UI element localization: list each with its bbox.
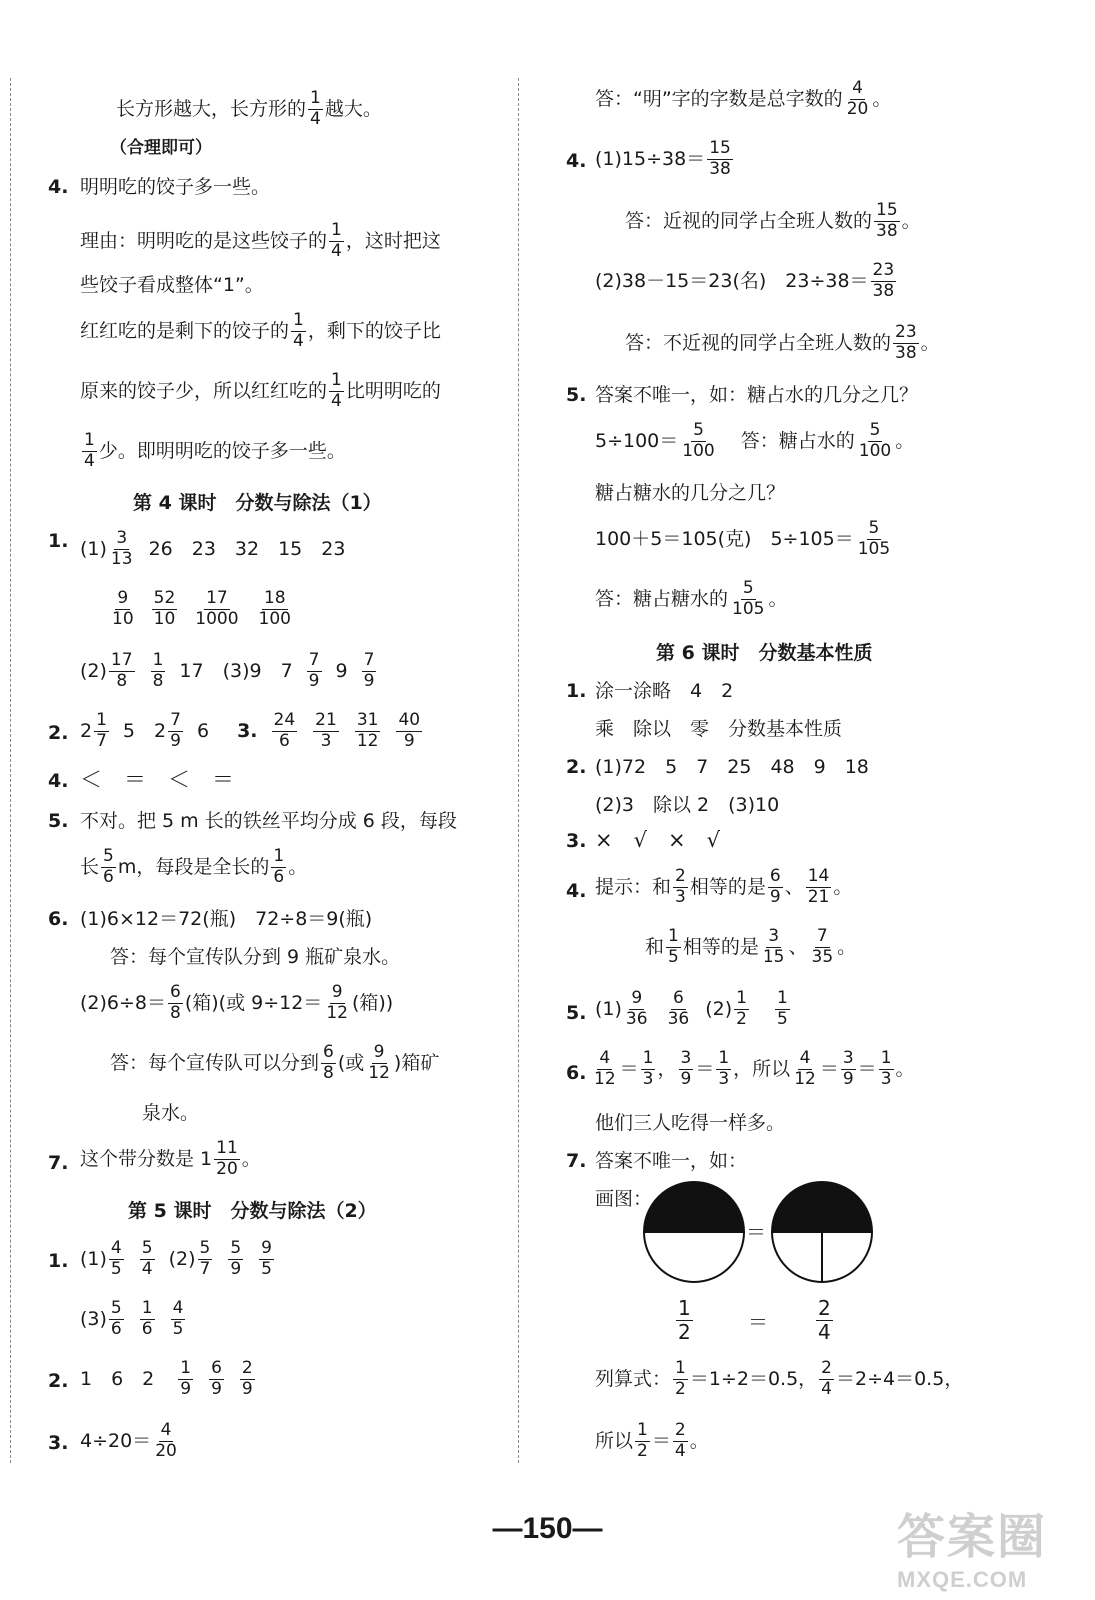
- circle-two-quarters: [772, 1182, 872, 1282]
- fraction: [151, 652, 166, 691]
- denominator: 36: [667, 1008, 690, 1029]
- denominator: 9: [769, 886, 781, 907]
- l4-q4-answer: ＜ ＝ ＜ ＝: [80, 768, 235, 793]
- fraction: [308, 90, 323, 129]
- l5-q1-number: 1.: [48, 1250, 69, 1272]
- fraction: [730, 580, 766, 619]
- fraction: [673, 1360, 688, 1399]
- denominator: 5: [261, 1258, 272, 1279]
- denominator: 6: [273, 866, 285, 887]
- fraction: [355, 712, 381, 751]
- fraction: [168, 712, 183, 751]
- s7-line-1: 答案不唯一，如：: [595, 1150, 748, 1172]
- q4-reason-5: $\frac{1}{4}$ 少。即明明吃的饺子多一些。: [84, 430, 346, 471]
- fraction: [214, 1140, 240, 1179]
- s5-line: (1) $\frac{9}{36}$ $\frac{6}{36}$ (2) $\frac{1}{2}$ $\frac{1}{5}$: [595, 988, 788, 1029]
- numerator: 1: [331, 370, 342, 390]
- numerator: 17: [110, 650, 133, 670]
- denominator: 13: [110, 548, 133, 569]
- fraction: [101, 848, 116, 887]
- numerator: 6: [170, 982, 181, 1002]
- numerator: 2: [675, 866, 686, 886]
- numerator: 11: [216, 1138, 238, 1158]
- denominator: 38: [709, 158, 731, 179]
- numerator: 21: [315, 710, 337, 730]
- numerator: 52: [153, 588, 176, 608]
- numerator: 1: [880, 1048, 892, 1068]
- numerator: 1: [152, 650, 164, 670]
- s7-calc-line: 列算式： $\frac{1}{2}$ ＝1÷2＝0.5， $\frac{2}{4}$ ＝2÷4＝0.5，: [595, 1358, 964, 1399]
- denominator: 9: [180, 1378, 192, 1399]
- denominator: 4: [141, 1258, 153, 1279]
- denominator: 3: [675, 886, 686, 907]
- circle-caption-left: [674, 1298, 695, 1343]
- numerator: 1: [180, 1358, 192, 1378]
- denominator: 4: [821, 1378, 832, 1399]
- numerator: 17: [206, 588, 228, 608]
- r-q4-line-1: (1)15÷38＝ $\frac{15}{38}$: [595, 138, 731, 179]
- fraction: [153, 1422, 179, 1461]
- denominator: 20: [846, 98, 869, 119]
- fraction: [362, 652, 377, 691]
- numerator: 6: [769, 866, 781, 886]
- numerator: 1: [642, 1048, 654, 1068]
- l5-q3-number: 3.: [48, 1432, 69, 1454]
- s6-line-1: $\frac{4}{12}$ ＝ $\frac{1}{3}$ ， $\frac{3}{9}$ ＝ $\frac{1}{3}$ ，所以 $\frac{4}{12}$ ＝ $\frac{3}{9}$ ＝ $\frac{1}{3}$ 。: [594, 1048, 915, 1089]
- fraction: [396, 712, 422, 751]
- l5-q3-line: 4÷20＝ $\frac{4}{20}$: [80, 1420, 177, 1461]
- q4-number: 4.: [48, 176, 69, 198]
- lesson-5-title: 第 5 课时 分数与除法（2）: [128, 1200, 377, 1222]
- l5-q1-line-1: (1) $\frac{4}{5}$ $\frac{5}{4}$ (2) $\frac{5}{7}$ $\frac{5}{9}$ $\frac{9}{5}$: [80, 1238, 272, 1279]
- fraction: [94, 712, 109, 751]
- fraction: [259, 1240, 274, 1279]
- fraction: [680, 422, 716, 461]
- left-margin-divider: [10, 78, 11, 1463]
- denominator: 9: [403, 730, 415, 751]
- numerator: 6: [672, 988, 684, 1008]
- denominator: 36: [625, 1008, 648, 1029]
- l4-q5-line-1: 不对。把 5 m 长的铁丝平均分成 6 段，每段: [80, 810, 457, 832]
- s4-number: 4.: [566, 880, 587, 902]
- s7-number: 7.: [566, 1150, 587, 1172]
- r-q5-line-4: 100＋5＝105(克) 5÷105＝ $\frac{5}{105}$: [595, 518, 891, 559]
- fraction: [624, 990, 650, 1029]
- fraction: [291, 312, 306, 351]
- fraction: [329, 222, 344, 261]
- fraction: [871, 262, 897, 301]
- numerator: 4: [110, 1238, 122, 1258]
- denominator: 10: [112, 608, 134, 629]
- numerator: 23: [872, 260, 895, 280]
- numerator: 9: [331, 982, 343, 1002]
- s6-line-2: 他们三人吃得一样多。: [595, 1112, 786, 1134]
- right-answer-1: 答：“明”字的字数是总字数的 $\frac{4}{20}$ 。: [595, 78, 892, 119]
- denominator: 2: [678, 1320, 691, 1344]
- l4-q6-line-2: 答：每个宣传队分到 9 瓶矿泉水。: [110, 946, 401, 968]
- fraction: [768, 868, 783, 907]
- l4-q6-line-1: (1)6×12＝72(瓶) 72÷8＝9(瓶): [80, 908, 373, 930]
- denominator: 100: [858, 440, 892, 461]
- numerator: 5: [693, 420, 704, 440]
- numerator: 4: [852, 78, 863, 98]
- denominator: 105: [732, 598, 765, 619]
- denominator: 105: [857, 538, 891, 559]
- fraction: [775, 990, 790, 1029]
- fraction: [673, 868, 688, 907]
- denominator: 3: [880, 1068, 892, 1089]
- fraction: [666, 928, 681, 967]
- denominator: 20: [216, 1158, 238, 1179]
- numerator: 1: [637, 1420, 648, 1440]
- denominator: 7: [96, 730, 107, 751]
- numerator: 1: [273, 846, 285, 866]
- denominator: 4: [293, 330, 304, 351]
- fraction: [240, 1360, 255, 1399]
- denominator: 4: [331, 390, 342, 411]
- numerator: 4: [799, 1048, 811, 1068]
- numerator: 1: [718, 1048, 730, 1068]
- numerator: 4: [160, 1420, 172, 1440]
- fraction: [806, 868, 832, 907]
- numerator: 1: [141, 1298, 153, 1318]
- numerator: 5: [742, 578, 754, 598]
- r-q5-number: 5.: [566, 384, 587, 406]
- r-q4-line-3: (2)38－15＝23(名) 23÷38＝ $\frac{23}{38}$: [595, 260, 895, 301]
- q4-reason-3: 红红吃的是剩下的饺子的 $\frac{1}{4}$ ，剩下的饺子比: [80, 310, 441, 351]
- l4-q1-line-2: [108, 590, 295, 629]
- denominator: 12: [368, 1062, 390, 1083]
- denominator: 6: [141, 1318, 153, 1339]
- s3-answer: × √ × √: [595, 828, 720, 852]
- l4-q1-line-1: (1) $\frac{3}{13}$ 26 23 32 15 23: [80, 528, 346, 569]
- numerator: 2: [821, 1358, 832, 1378]
- fraction: [366, 1044, 392, 1083]
- denominator: 38: [876, 220, 898, 241]
- numerator: 5: [868, 518, 880, 538]
- denominator: 38: [872, 280, 895, 301]
- denominator: 6: [110, 1318, 122, 1339]
- r-q4-line-2: 答：近视的同学占全班人数的 $\frac{15}{38}$ 。: [625, 200, 921, 241]
- denominator: 3: [642, 1068, 654, 1089]
- fraction: [641, 1050, 656, 1089]
- numerator: 5: [199, 1238, 211, 1258]
- numerator: 24: [273, 710, 296, 730]
- denominator: 5: [110, 1258, 122, 1279]
- numerator: 14: [807, 866, 830, 886]
- l4-q1-number: 1.: [48, 530, 69, 552]
- s2-number: 2.: [566, 756, 587, 778]
- l4-q7-line: 这个带分数是 1 $\frac{11}{20}$ 。: [80, 1138, 261, 1179]
- s5-number: 5.: [566, 1002, 587, 1024]
- lesson-6-title: 第 6 课时 分数基本性质: [656, 642, 873, 664]
- r-q5-line-1: 答案不唯一，如：糖占水的几分之几？: [595, 384, 919, 406]
- numerator: 3: [768, 926, 780, 946]
- left-line-1: 长方形越大，长方形的 $\frac{1}{4}$ 越大。: [116, 88, 382, 129]
- fraction: [152, 590, 178, 629]
- s1-line-1: 涂一涂略 4 2: [595, 680, 734, 702]
- r-q5-line-5: 答：糖占糖水的 $\frac{5}{105}$ 。: [595, 578, 788, 619]
- l4-q4-number: 4.: [48, 770, 69, 792]
- numerator: 3: [680, 1048, 692, 1068]
- denominator: 10: [153, 608, 176, 629]
- r-q5-line-2: 5÷100＝ $\frac{5}{100}$ 答：糖占水的 $\frac{5}{100}$ 。: [595, 420, 915, 461]
- fraction: [841, 1050, 856, 1089]
- l4-q6-line-5: 泉水。: [142, 1102, 200, 1124]
- fraction: [874, 202, 900, 241]
- denominator: 35: [811, 946, 834, 967]
- s3-number: 3.: [566, 830, 587, 852]
- fraction: [109, 1240, 124, 1279]
- denominator: 100: [258, 608, 291, 629]
- fraction: [816, 1298, 833, 1343]
- circle-caption-equals: ＝: [748, 1310, 768, 1334]
- fraction: [140, 1300, 155, 1339]
- denominator: 5: [172, 1318, 184, 1339]
- fraction: [716, 1050, 731, 1089]
- fraction: [171, 1300, 186, 1339]
- denominator: 9: [170, 730, 181, 751]
- fraction: [110, 590, 136, 629]
- numerator: 5: [103, 846, 114, 866]
- denominator: 9: [363, 670, 375, 691]
- numerator: 3: [116, 528, 128, 548]
- left-note: （合理即可）: [110, 138, 212, 158]
- denominator: 3: [320, 730, 332, 751]
- numerator: 9: [261, 1238, 272, 1258]
- fraction: [707, 140, 733, 179]
- denominator: 20: [155, 1440, 177, 1461]
- fraction: [193, 590, 240, 629]
- denominator: 5: [668, 946, 679, 967]
- s4-line-2: 和 $\frac{1}{5}$ 相等的是 $\frac{3}{15}$ 、 $\frac{7}{35}$ 。: [645, 926, 857, 967]
- fraction: [810, 928, 836, 967]
- fraction: [635, 1422, 650, 1461]
- numerator: 1: [293, 310, 304, 330]
- numerator: 31: [356, 710, 379, 730]
- numerator: 7: [363, 650, 375, 670]
- denominator: 4: [331, 240, 342, 261]
- numerator: 1: [776, 988, 788, 1008]
- page-number: —150—: [492, 1512, 603, 1545]
- denominator: 9: [230, 1258, 242, 1279]
- q4-reason-4: 原来的饺子少，所以红红吃的 $\frac{1}{4}$ 比明明吃的: [80, 370, 441, 411]
- fraction: [178, 1360, 193, 1399]
- fraction: [792, 1050, 818, 1089]
- denominator: 4: [818, 1320, 831, 1344]
- denominator: 2: [675, 1378, 686, 1399]
- denominator: 4: [674, 1440, 686, 1461]
- l4-q2-line: 2 $\frac{1}{7}$ 5 2 $\frac{7}{9}$ 6 3. $\frac{24}{6}$ $\frac{21}{3}$ $\frac{31}{12}$ $\frac{40}{9}$: [80, 710, 421, 751]
- numerator: 1: [331, 220, 342, 240]
- fraction: [857, 422, 893, 461]
- l4-q6-number: 6.: [48, 908, 69, 930]
- denominator: 7: [199, 1258, 211, 1279]
- fraction: [168, 984, 183, 1023]
- lesson-4-title: 第 4 课时 分数与除法（1）: [133, 492, 382, 514]
- fraction: [666, 990, 692, 1029]
- numerator: 1: [310, 88, 321, 108]
- fraction: [109, 652, 135, 691]
- denominator: 12: [594, 1068, 616, 1089]
- denominator: 3: [718, 1068, 730, 1089]
- fraction: [761, 928, 787, 967]
- denominator: 6: [278, 730, 290, 751]
- denominator: 100: [682, 440, 715, 461]
- denominator: 9: [211, 1378, 222, 1399]
- circle-caption-right: [814, 1298, 835, 1343]
- fraction: [228, 1240, 243, 1279]
- l4-q5-line-2: 长 $\frac{5}{6}$ m，每段是全长的 $\frac{1}{6}$ 。: [80, 846, 308, 887]
- numerator: 23: [895, 322, 917, 342]
- q4-reason-2: 些饺子看成整体“1”。: [80, 274, 264, 296]
- numerator: 5: [230, 1238, 242, 1258]
- q4-answer: 明明吃的饺子多一些。: [80, 176, 271, 198]
- fraction: [329, 372, 344, 411]
- numerator: 15: [876, 200, 898, 220]
- l4-q6-line-4: 答：每个宣传队可以分到 $\frac{6}{8}$ (或 $\frac{9}{12}$ )箱矿: [110, 1042, 440, 1083]
- l5-q2-number: 2.: [48, 1370, 69, 1392]
- fraction: [271, 848, 286, 887]
- fraction: [109, 1300, 124, 1339]
- denominator: 8: [116, 670, 128, 691]
- denominator: 4: [84, 450, 95, 471]
- denominator: 6: [103, 866, 114, 887]
- q4-reason-1: 理由：明明吃的是这些饺子的 $\frac{1}{4}$ ，这时把这: [80, 220, 441, 261]
- l4-q1-line-3: (2) $\frac{17}{8}$ $\frac{1}{8}$ 17 (3)9 7 $\frac{7}{9}$ 9 $\frac{7}{9}$: [80, 650, 375, 691]
- numerator: 1: [675, 1358, 686, 1378]
- fraction: [879, 1050, 894, 1089]
- numerator: 2: [241, 1358, 253, 1378]
- numerator: 4: [599, 1048, 611, 1068]
- fraction: [140, 1240, 155, 1279]
- numerator: 1: [736, 988, 747, 1008]
- numerator: 6: [211, 1358, 222, 1378]
- fraction: [679, 1050, 694, 1089]
- denominator: 5: [776, 1008, 788, 1029]
- fraction: [734, 990, 749, 1029]
- numerator: 7: [816, 926, 828, 946]
- numerator: 1: [668, 926, 679, 946]
- denominator: 4: [310, 108, 321, 129]
- fraction: [307, 652, 322, 691]
- s1-number: 1.: [566, 680, 587, 702]
- denominator: 9: [308, 670, 320, 691]
- s7-draw-label: 画图：: [595, 1188, 653, 1210]
- r-q5-line-3: 糖占糖水的几分之几？: [595, 482, 786, 504]
- fraction: [82, 432, 97, 471]
- numerator: 2: [674, 1420, 686, 1440]
- s6-number: 6.: [566, 1062, 587, 1084]
- r-q4-number: 4.: [566, 150, 587, 172]
- fraction: [209, 1360, 224, 1399]
- l4-q7-number: 7.: [48, 1152, 69, 1174]
- numerator: 6: [323, 1042, 334, 1062]
- denominator: 9: [680, 1068, 692, 1089]
- s4-line-1: 提示：和 $\frac{2}{3}$ 相等的是 $\frac{6}{9}$ 、 $\frac{14}{21}$ 。: [595, 866, 853, 907]
- circle-equals-sign: ＝: [746, 1220, 766, 1244]
- fraction: [893, 324, 919, 363]
- s2-line-1: (1)72 5 7 25 48 9 18: [595, 756, 869, 778]
- l4-q6-line-3: (2)6÷8＝ $\frac{6}{8}$ (箱)(或 9÷12＝ $\frac{9}{12}$ (箱)): [80, 982, 394, 1023]
- numerator: 1: [96, 710, 107, 730]
- denominator: 21: [807, 886, 830, 907]
- denominator: 8: [152, 670, 164, 691]
- denominator: 8: [323, 1062, 334, 1083]
- denominator: 38: [895, 342, 917, 363]
- numerator: 9: [631, 988, 643, 1008]
- numerator: 3: [842, 1048, 854, 1068]
- denominator: 12: [794, 1068, 816, 1089]
- denominator: 12: [326, 1002, 348, 1023]
- fraction: [856, 520, 892, 559]
- numerator: 9: [117, 588, 129, 608]
- fraction: [257, 590, 293, 629]
- fraction: [845, 80, 871, 119]
- denominator: 12: [356, 730, 379, 751]
- numerator: 7: [170, 710, 181, 730]
- fraction: [324, 984, 350, 1023]
- fraction: [313, 712, 339, 751]
- numerator: 5: [869, 420, 881, 440]
- fraction: [321, 1044, 336, 1083]
- numerator: 15: [709, 138, 731, 158]
- denominator: 2: [637, 1440, 648, 1461]
- fraction: [592, 1050, 618, 1089]
- numerator: 18: [263, 588, 286, 608]
- fraction: [272, 712, 298, 751]
- l5-q1-line-2: (3) $\frac{5}{6}$ $\frac{1}{6}$ $\frac{4}{5}$: [80, 1298, 184, 1339]
- numerator: 9: [373, 1042, 385, 1062]
- circle-one-half: [644, 1182, 744, 1282]
- watermark-sub: MXQE.COM: [897, 1567, 1028, 1592]
- l4-q2-number: 2.: [48, 722, 69, 744]
- numerator: 2: [818, 1296, 831, 1320]
- numerator: 5: [110, 1298, 122, 1318]
- l5-q2-line: 1 6 2 $\frac{1}{9}$ $\frac{6}{9}$ $\frac{2}{9}$: [80, 1358, 253, 1399]
- denominator: 1000: [195, 608, 239, 629]
- fraction: [109, 530, 135, 569]
- numerator: 40: [398, 710, 421, 730]
- numerator: 1: [678, 1296, 691, 1320]
- r-q4-line-4: 答：不近视的同学占全班人数的 $\frac{23}{38}$ 。: [625, 322, 940, 363]
- column-divider: [518, 78, 519, 1463]
- numerator: 4: [172, 1298, 184, 1318]
- denominator: 9: [241, 1378, 253, 1399]
- watermark-main: 答案圈: [897, 1511, 1048, 1564]
- denominator: 8: [170, 1002, 181, 1023]
- fraction: [819, 1360, 834, 1399]
- fraction: [676, 1298, 693, 1343]
- s7-conclusion: 所以 $\frac{1}{2}$ ＝ $\frac{2}{4}$ 。: [595, 1420, 709, 1461]
- l4-q5-number: 5.: [48, 810, 69, 832]
- denominator: 9: [842, 1068, 854, 1089]
- numerator: 7: [308, 650, 320, 670]
- watermark-logo: [897, 1498, 1087, 1593]
- fraction: [673, 1422, 688, 1461]
- numerator: 5: [141, 1238, 153, 1258]
- numerator: 1: [84, 430, 95, 450]
- denominator: 2: [736, 1008, 747, 1029]
- fraction: [198, 1240, 213, 1279]
- s1-line-2: 乘 除以 零 分数基本性质: [595, 718, 843, 740]
- denominator: 15: [762, 946, 785, 967]
- s2-line-2: (2)3 除以 2 (3)10: [595, 794, 780, 816]
